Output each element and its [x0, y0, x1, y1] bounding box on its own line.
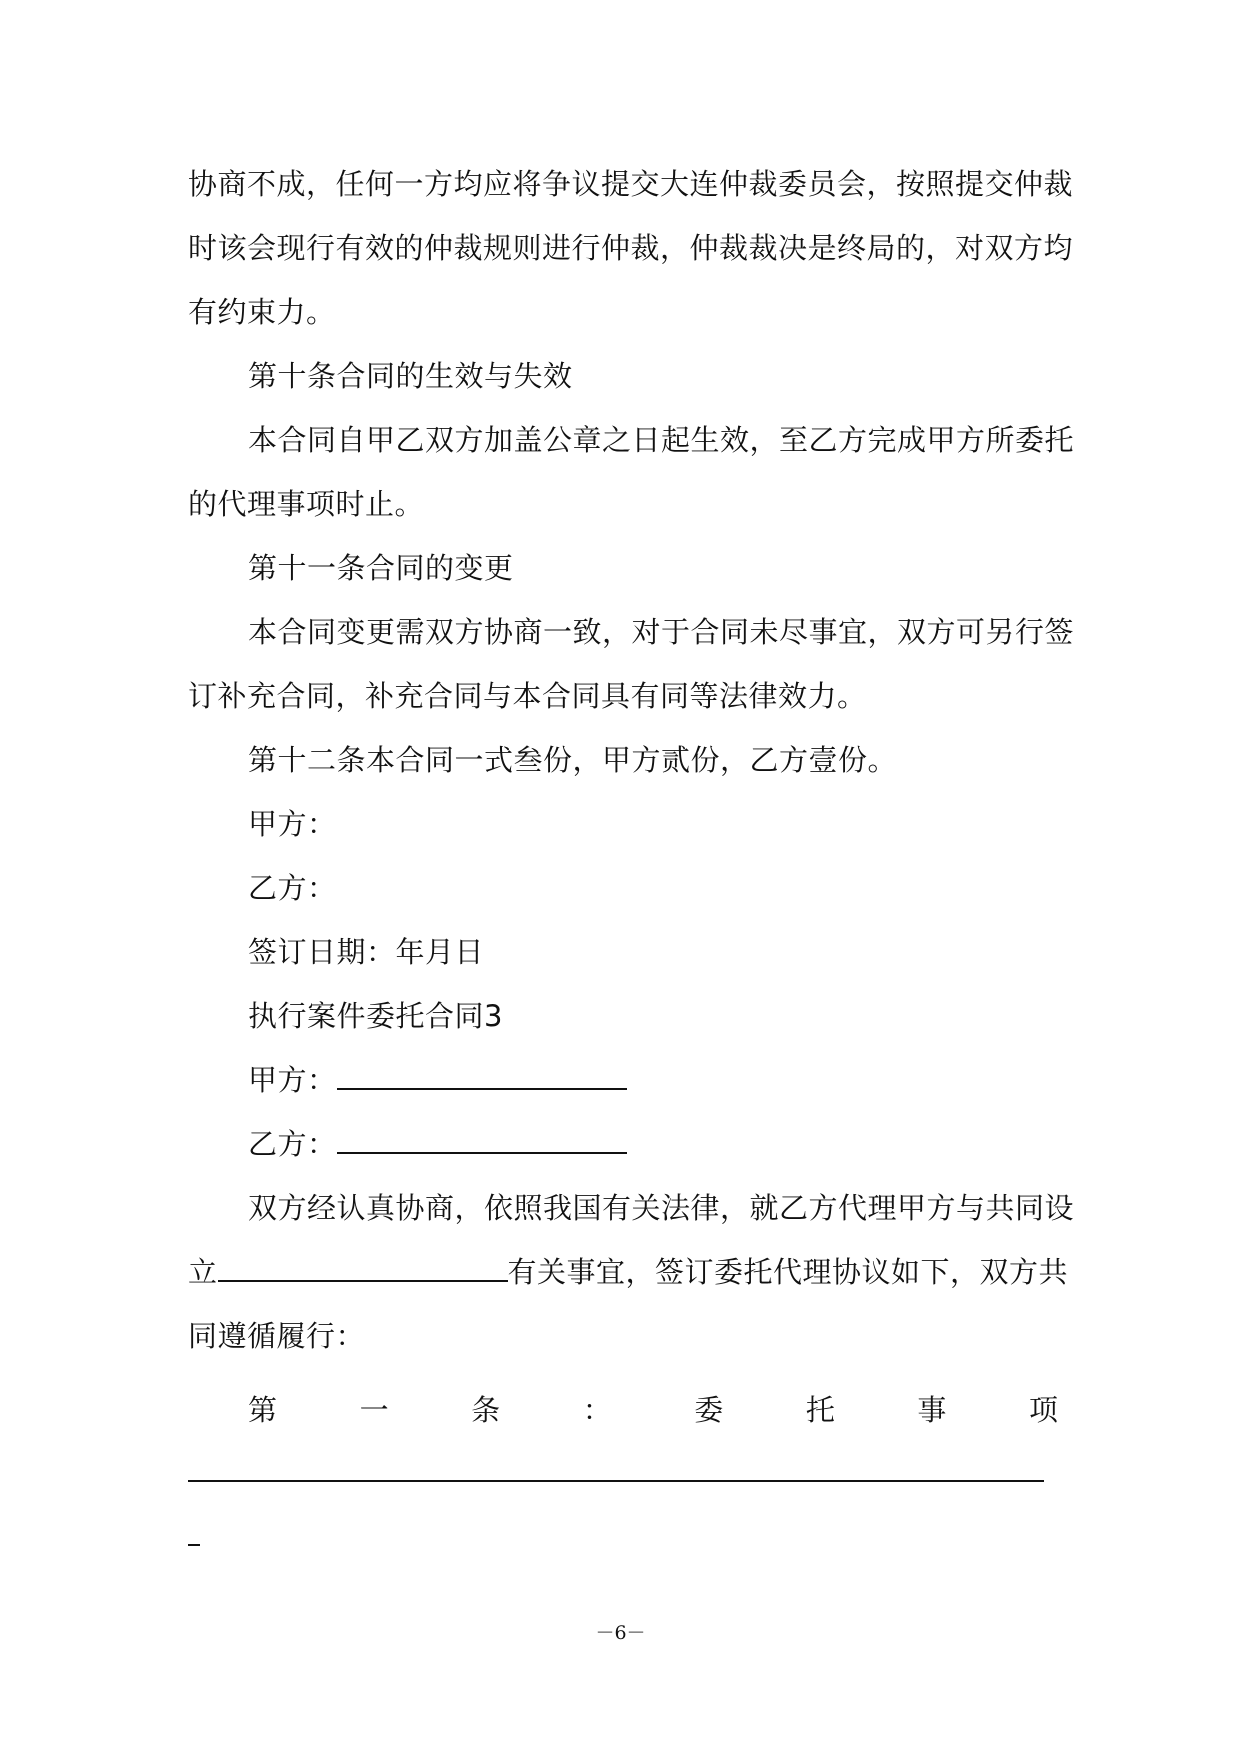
party-b-label: 乙方：	[248, 1127, 337, 1161]
party-a-label: 甲方：	[248, 807, 337, 841]
text-fragment: 有关事宜，签订委托代理协议如下，双方共	[507, 1255, 1069, 1289]
paragraph-line-with-blank	[188, 1252, 1068, 1292]
article-heading: 第十二条本合同一式叁份，甲方贰份，乙方壹份。	[248, 743, 898, 777]
heading-char: ：	[582, 1393, 612, 1427]
article-heading: 第十条合同的生效与失效	[248, 359, 573, 393]
article-one-blank	[188, 1452, 1044, 1482]
paragraph-line: 时该会现行有效的仲裁规则进行仲裁，仲裁裁决是终局的，对双方均	[188, 231, 1074, 265]
party-b-field	[248, 1124, 627, 1164]
heading-char: 一	[359, 1393, 389, 1427]
paragraph-line: 本合同变更需双方协商一致，对于合同未尽事宜，双方可另行签	[248, 615, 1075, 649]
heading-char: 托	[805, 1393, 835, 1427]
heading-char: 条	[471, 1393, 501, 1427]
heading-char: 第	[248, 1393, 278, 1427]
article-one-blank-line	[188, 1452, 1044, 1492]
heading-char: 事	[917, 1393, 947, 1427]
paragraph-line: 订补充合同，补充合同与本合同具有同等法律效力。	[188, 679, 867, 713]
heading-char: 委	[694, 1393, 724, 1427]
article-one-blank-line	[188, 1516, 200, 1556]
party-b-blank	[337, 1124, 627, 1154]
article-heading: 第十一条合同的变更	[248, 551, 514, 585]
paragraph-line: 双方经认真协商，依照我国有关法律，就乙方代理甲方与共同设	[248, 1191, 1075, 1225]
contract-title: 执行案件委托合同3	[248, 999, 503, 1033]
heading-char: 项	[1028, 1393, 1058, 1427]
party-a-label: 甲方：	[248, 1063, 337, 1097]
company-blank	[218, 1252, 508, 1282]
paragraph-line: 的代理事项时止。	[188, 487, 425, 521]
article-one-heading	[248, 1390, 1058, 1430]
sign-date-label: 签订日期：年月日	[248, 935, 485, 969]
paragraph-line: 本合同自甲乙双方加盖公章之日起生效，至乙方完成甲方所委托	[248, 423, 1075, 457]
party-a-field	[248, 1060, 627, 1100]
page-number: －6－	[595, 1622, 646, 1644]
article-one-blank-end	[188, 1516, 200, 1546]
text-fragment: 立	[188, 1255, 218, 1289]
party-b-label: 乙方：	[248, 871, 337, 905]
party-a-blank	[337, 1060, 627, 1090]
paragraph-line: 同遵循履行：	[188, 1319, 366, 1353]
paragraph-line: 有约束力。	[188, 295, 336, 329]
paragraph-line: 协商不成，任何一方均应将争议提交大连仲裁委员会，按照提交仲裁	[188, 167, 1074, 201]
